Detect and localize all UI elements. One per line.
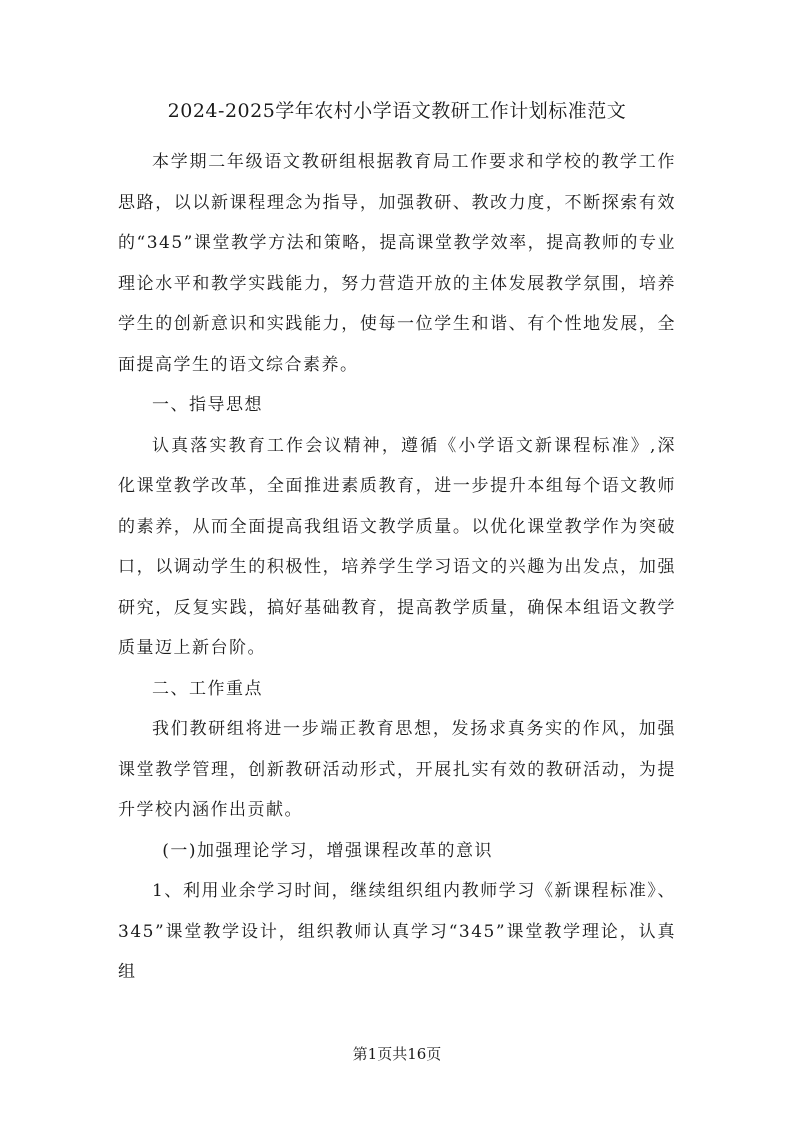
document-title: 2024-2025学年农村小学语文教研工作计划标准范文	[167, 100, 627, 122]
intro-paragraph: 本学期二年级语文教研组根据教育局工作要求和学校的教学工作思路，以以新课程理念为指导，加强教研、教改力度，不断探索有效的“345”课堂教学方法和策略，提高课堂教学效率，提高教师的专业理论水平和教学实践能力，努力营造开放的主体发展教学氛围，培养学生的创新意识和实践能力，使每一位学生和谐、有个性地发展，全面提高学生的语文综合素养。	[118, 152, 676, 375]
subsection-heading-theory-study: (一)加强理论学习，增强课程改革的意识	[162, 840, 493, 861]
page-number-footer: 第1页共16页	[352, 1045, 442, 1063]
theory-study-item-1: 1、利用业余学习时间，继续组织组内教师学习《新课程标准》、345”课堂教学设计，组织教师认真学习“345”课堂教学理论，认真组	[118, 881, 676, 982]
work-focus-paragraph: 我们教研组将进一步端正教育思想，发扬求真务实的作风，加强课堂教学管理，创新教研活动形式，开展扎实有效的教研活动，为提升学校内涵作出贡献。	[118, 719, 676, 820]
section-heading-guiding-ideology: 一、指导思想	[152, 395, 263, 415]
guiding-ideology-paragraph: 认真落实教育工作会议精神，遵循《小学语文新课程标准》,深化课堂教学改革，全面推进素质教育，进一步提升本组每个语文教师的素养，从而全面提高我组语文教学质量。以优化课堂教学作为突破口，以调动学生的积极性，培养学生学习语文的兴趣为出发点，加强研究，反复实践，搞好基础教育，提高教学质量，确保本组语文教学质量迈上新台阶。	[118, 435, 676, 658]
document-body	[118, 142, 676, 993]
section-heading-work-focus: 二、工作重点	[152, 678, 263, 699]
